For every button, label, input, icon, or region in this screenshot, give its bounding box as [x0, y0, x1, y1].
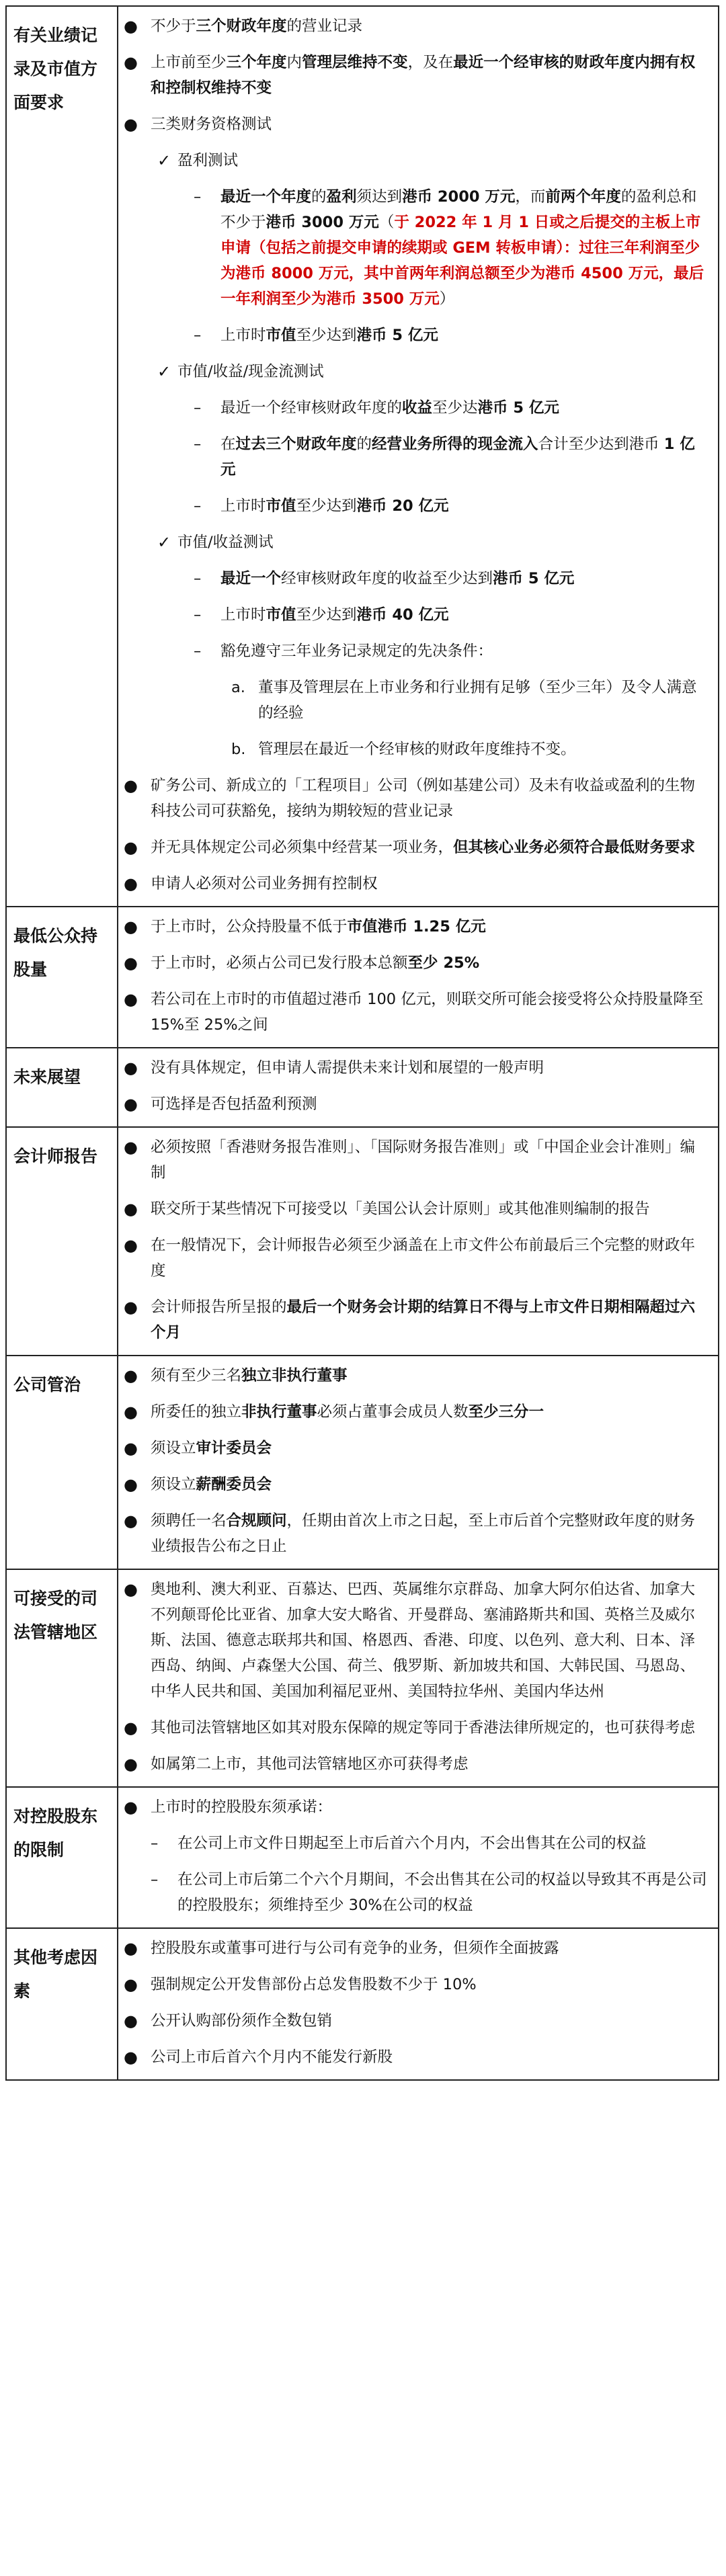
item-text: 其他司法管辖地区如其对股东保障的规定等同于香港法律所规定的，也可获得考虑 — [151, 1719, 696, 1737]
bullet-icon: ● — [124, 1138, 138, 1157]
bullet-item — [124, 1794, 709, 1820]
bullet-icon: ● — [124, 1975, 138, 1994]
bullet-icon: ● — [124, 1439, 138, 1458]
bullet-item — [124, 773, 709, 824]
requirement-row — [6, 6, 719, 907]
bullet-item — [124, 1936, 709, 1961]
dash-icon: – — [194, 570, 202, 587]
item-text: 并无具体规定公司必须集中经营某一项业务，但其核心业务必须符合最低财务要求 — [151, 839, 696, 856]
bullet-item — [124, 914, 709, 940]
bullet-item — [124, 2008, 709, 2034]
item-text: 三类财务资格测试 — [151, 116, 272, 133]
checkmark-icon: ✓ — [157, 362, 171, 381]
item-text: 上市时市值至少达到港币 5 亿元 — [220, 327, 438, 344]
bullet-icon: ● — [124, 776, 138, 795]
item-text: 控股股东或董事可进行与公司有竞争的业务，但须作全面披露 — [151, 1940, 559, 1957]
dash-icon: – — [194, 642, 202, 660]
dash-icon: – — [194, 399, 202, 417]
dash-item — [194, 638, 709, 664]
item-text: 矿务公司、新成立的「工程项目」公司（例如基建公司）及未有收益或盈利的生物科技公司可获豁免，接纳为期较短的营业记录 — [151, 777, 696, 820]
row-heading: 会计师报告 — [6, 1127, 118, 1356]
item-text: 市值/收益/现金流测试 — [177, 363, 324, 380]
item-text: 盈利测试 — [177, 152, 239, 169]
item-text: 豁免遵守三年业务记录规定的先决条件： — [220, 642, 493, 660]
bullet-icon: ● — [124, 2048, 138, 2067]
bullet-icon: ● — [124, 1058, 138, 1077]
bullet-item — [124, 1294, 709, 1345]
item-text: 须设立审计委员会 — [151, 1440, 272, 1457]
dash-item — [194, 184, 709, 312]
bullet-icon: ● — [124, 1475, 138, 1494]
dash-item — [151, 1867, 709, 1918]
dash-icon: – — [151, 1871, 159, 1888]
item-text: 在公司上市后第二个六个月期间，不会出售其在公司的权益以导致其不再是公司的控股股东；须维持至少 30%在公司的权益 — [177, 1871, 707, 1914]
requirement-row — [6, 1569, 719, 1787]
checkmark-icon: ✓ — [157, 151, 171, 170]
lettered-item — [231, 737, 709, 762]
bullet-icon: ● — [124, 1798, 138, 1817]
row-heading: 公司管治 — [6, 1356, 118, 1569]
bullet-icon: ● — [124, 1095, 138, 1114]
requirement-row — [6, 1356, 719, 1569]
item-text: 管理层在最近一个经审核的财政年度维持不变。 — [258, 741, 576, 758]
row-content — [118, 1127, 719, 1356]
checkmark-icon: ✓ — [157, 533, 171, 552]
test-heading — [151, 530, 709, 555]
row-content — [118, 1787, 719, 1928]
dash-icon: – — [194, 606, 202, 624]
dash-icon: – — [194, 497, 202, 515]
item-text: 须聘任一名合规顾问，任期由首次上市之日起，至上市后首个完整财政年度的财务业绩报告公布之日止 — [151, 1512, 696, 1555]
item-text: 于上市时，必须占公司已发行股本总额至少 25% — [151, 954, 480, 972]
bullet-icon: ● — [124, 17, 138, 36]
item-text: 所委任的独立非执行董事必须占董事会成员人数至少三分一 — [151, 1403, 544, 1421]
item-text: 最近一个年度的盈利须达到港币 2000 万元，而前两个年度的盈利总和不少于港币 3000 万元（于 2022 年 1 月 1 日或之后提交的主板上市申请（包括之前提交申请的续期或 GEM 转板申请）：过往三年利润至少为港币 8000 万元，其中首两年利润总额至少为港币 4500 万元，最后一年利润至少为港币 3500 万元） — [220, 188, 704, 308]
bullet-icon: ● — [124, 874, 138, 893]
dash-icon: – — [194, 188, 202, 206]
row-heading: 未来展望 — [6, 1048, 118, 1127]
item-text: 必须按照「香港财务报告准则」、「国际财务报告准则」或「中国企业会计准则」编制 — [151, 1138, 696, 1181]
letter-marker: a. — [231, 679, 245, 696]
item-text: 上市时市值至少达到港币 40 亿元 — [220, 606, 449, 624]
bullet-icon: ● — [124, 1755, 138, 1774]
row-content — [118, 1569, 719, 1787]
item-text: 须有至少三名独立非执行董事 — [151, 1367, 348, 1384]
item-text: 在一般情况下，会计师报告必须至少涵盖在上市文件公布前最后三个完整的财政年度 — [151, 1237, 696, 1280]
bullet-item — [124, 835, 709, 860]
bullet-item — [124, 50, 709, 101]
item-text: 若公司在上市时的市值超过港币 100 亿元，则联交所可能会接受将公众持股量降至 15%至 25%之间 — [151, 991, 704, 1034]
listing-requirements-table — [5, 5, 719, 2081]
item-text: 联交所于某些情况下可接受以「美国公认会计原则」或其他准则编制的报告 — [151, 1200, 650, 1218]
item-text: 须设立薪酬委员会 — [151, 1476, 272, 1493]
bullet-item — [124, 1363, 709, 1388]
bullet-item — [124, 1508, 709, 1559]
item-text: 上市前至少三个年度内管理层维持不变，及在最近一个经审核的财政年度内拥有权和控制权维持不变 — [151, 54, 696, 97]
bullet-item — [124, 1055, 709, 1081]
bullet-icon: ● — [124, 2011, 138, 2030]
bullet-item — [124, 987, 709, 1038]
item-text: 如属第二上市，其他司法管辖地区亦可获得考虑 — [151, 1755, 469, 1773]
test-heading — [151, 148, 709, 173]
bullet-icon: ● — [124, 954, 138, 972]
bullet-item — [124, 1091, 709, 1117]
bullet-icon: ● — [124, 1939, 138, 1958]
row-content — [118, 6, 719, 907]
item-text: 在公司上市文件日期起至上市后首六个月内，不会出售其在公司的权益 — [177, 1835, 647, 1852]
row-heading: 可接受的司法管辖地区 — [6, 1569, 118, 1787]
item-text: 市值/收益测试 — [177, 534, 274, 551]
item-text: 最近一个经审核财政年度的收益至少达港币 5 亿元 — [220, 399, 559, 417]
bullet-item — [124, 1715, 709, 1741]
bullet-icon: ● — [124, 53, 138, 72]
item-text: 强制规定公开发售部份占总发售股数不少于 10% — [151, 1976, 477, 1993]
dash-item — [194, 566, 709, 591]
bullet-item — [124, 950, 709, 976]
bullet-item — [124, 1196, 709, 1222]
item-text: 不少于三个财政年度的营业记录 — [151, 17, 363, 35]
bullet-icon: ● — [124, 917, 138, 936]
test-heading — [151, 359, 709, 384]
bullet-item — [124, 112, 709, 137]
bullet-icon: ● — [124, 1366, 138, 1385]
dash-icon: – — [194, 327, 202, 344]
item-text: 最近一个经审核财政年度的收益至少达到港币 5 亿元 — [220, 570, 575, 587]
bullet-icon: ● — [124, 115, 138, 134]
requirement-row — [6, 1928, 719, 2080]
row-heading: 最低公众持股量 — [6, 907, 118, 1048]
row-content — [118, 1928, 719, 2080]
dash-icon: – — [151, 1835, 159, 1852]
bullet-icon: ● — [124, 990, 138, 1009]
bullet-icon: ● — [124, 1580, 138, 1599]
item-text: 上市时市值至少达到港币 20 亿元 — [220, 497, 449, 515]
dash-item — [194, 395, 709, 421]
lettered-item — [231, 675, 709, 726]
row-heading: 对控股股东的限制 — [6, 1787, 118, 1928]
dash-item — [151, 1831, 709, 1856]
row-content — [118, 907, 719, 1048]
row-content — [118, 1048, 719, 1127]
bullet-icon: ● — [124, 1236, 138, 1255]
item-text: 申请人必须对公司业务拥有控制权 — [151, 875, 378, 892]
requirement-row — [6, 907, 719, 1048]
dash-icon: – — [194, 435, 202, 453]
row-heading: 有关业绩记录及市值方面要求 — [6, 6, 118, 907]
dash-item — [194, 323, 709, 348]
item-text: 可选择是否包括盈利预测 — [151, 1095, 317, 1113]
dash-item — [194, 602, 709, 628]
item-text: 没有具体规定，但申请人需提供未来计划和展望的一般声明 — [151, 1059, 544, 1077]
bullet-item — [124, 2044, 709, 2070]
dash-item — [194, 493, 709, 519]
bullet-icon: ● — [124, 1403, 138, 1421]
bullet-item — [124, 1972, 709, 1997]
item-text: 会计师报告所呈报的最后一个财务会计期的结算日不得与上市文件日期相隔超过六个月 — [151, 1298, 696, 1341]
bullet-item — [124, 1472, 709, 1497]
bullet-icon: ● — [124, 838, 138, 857]
bullet-icon: ● — [124, 1718, 138, 1737]
letter-marker: b. — [231, 741, 246, 758]
item-text: 公开认购部份须作全数包销 — [151, 2012, 333, 2030]
bullet-icon: ● — [124, 1298, 138, 1317]
dash-item — [194, 431, 709, 483]
requirement-row — [6, 1787, 719, 1928]
item-text: 在过去三个财政年度的经营业务所得的现金流入合计至少达到港币 1 亿元 — [220, 435, 695, 479]
bullet-icon: ● — [124, 1511, 138, 1530]
bullet-item — [124, 13, 709, 39]
bullet-item — [124, 1233, 709, 1284]
item-text: 于上市时，公众持股量不低于市值港币 1.25 亿元 — [151, 918, 486, 936]
row-heading: 其他考虑因素 — [6, 1928, 118, 2080]
requirements-page — [5, 5, 719, 2081]
requirement-row — [6, 1048, 719, 1127]
bullet-item — [124, 1134, 709, 1186]
bullet-item — [124, 1751, 709, 1777]
item-text: 上市时的控股股东须承诺： — [151, 1798, 333, 1816]
bullet-item — [124, 1577, 709, 1704]
bullet-item — [124, 871, 709, 897]
item-text: 董事及管理层在上市业务和行业拥有足够（至少三年）及令人满意的经验 — [258, 679, 697, 722]
bullet-item — [124, 1436, 709, 1461]
requirement-row — [6, 1127, 719, 1356]
item-text: 公司上市后首六个月内不能发行新股 — [151, 2048, 393, 2066]
bullet-item — [124, 1399, 709, 1425]
bullet-icon: ● — [124, 1200, 138, 1218]
row-content — [118, 1356, 719, 1569]
item-text: 奥地利、澳大利亚、百慕达、巴西、英属维尔京群岛、加拿大阿尔伯达省、加拿大不列颠哥伦比亚省、加拿大安大略省、开曼群岛、塞浦路斯共和国、英格兰及威尔斯、法国、德意志联邦共和国、格恩西、香港、印度、以色列、意大利、日本、泽西岛、纳闽、卢森堡大公国、荷兰、俄罗斯、新加坡共和国、大韩民国、马恩岛、中华人民共和国、美国加利福尼亚州、美国特拉华州、美国内华达州 — [151, 1581, 696, 1700]
